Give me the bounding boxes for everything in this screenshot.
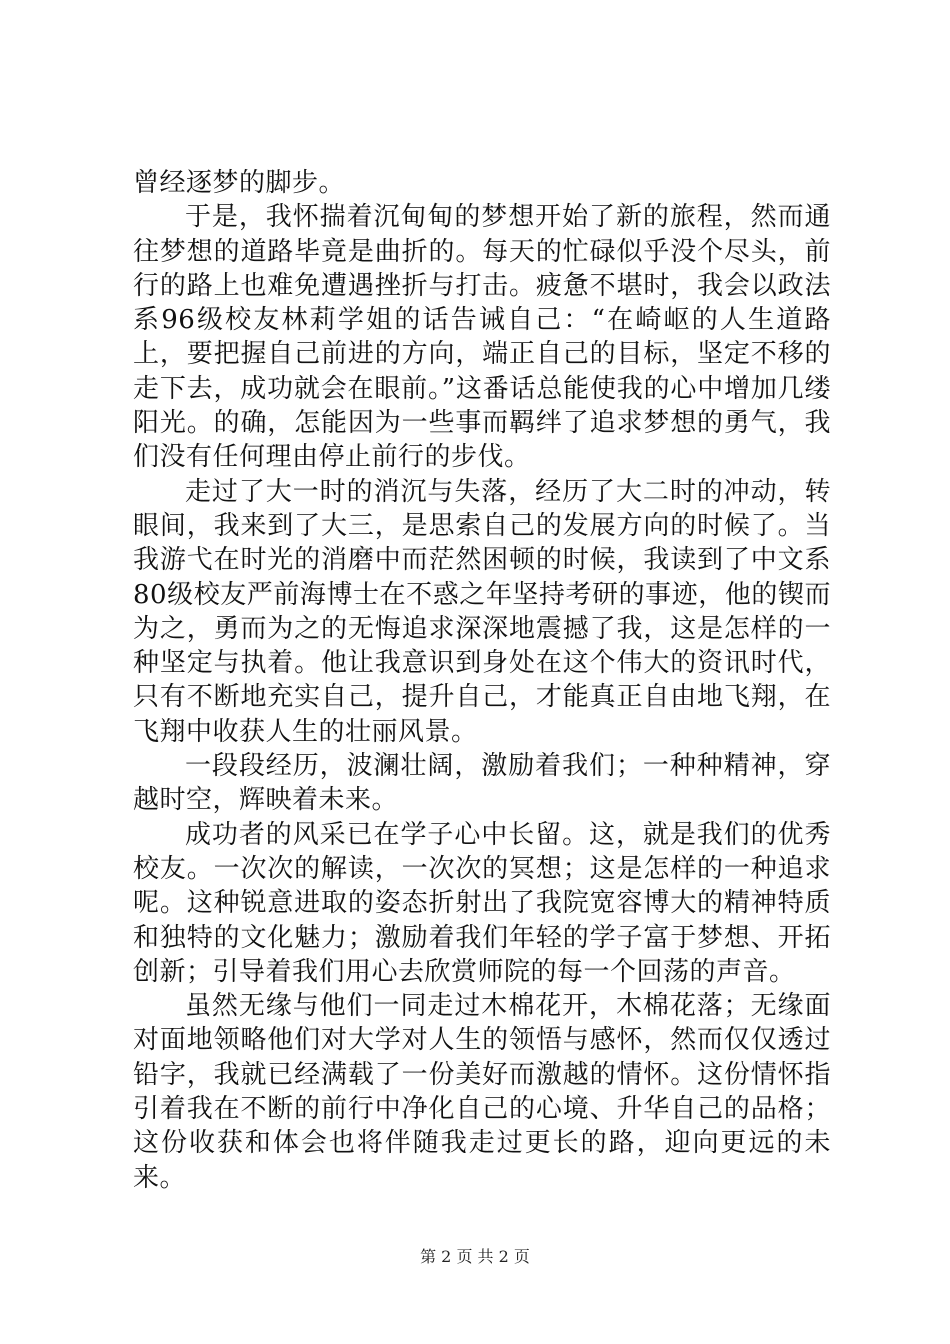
page-number-footer: 第 2 页 共 2 页 <box>420 1247 530 1266</box>
paragraph: 于是，我怀揣着沉甸甸的梦想开始了新的旅程，然而通往梦想的道路毕竟是曲折的。每天的忙碌似乎没个尽头，前行的路上也难免遭遇挫折与打击。疲惫不堪时，我会以政法系96级校友林莉学姐的话告诫自己：“在崎岖的人生道路上，要把握自己前进的方向，端正自己的目标，坚定不移的走下去，成功就会在眼前。”这番话总能使我的心中增加几缕阳光。的确，怎能因为一些事而羁绊了追求梦想的勇气，我们没有任何理由停止前行的步伐。 <box>133 202 831 473</box>
paragraph: 走过了大一时的消沉与失落，经历了大二时的冲动，转眼间，我来到了大三，是思索自己的发展方向的时候了。当我游弋在时光的消磨中而茫然困顿的时候，我读到了中文系80级校友严前海博士在不惑之年坚持考研的事迹，他的锲而为之，勇而为之的无悔追求深深地震撼了我，这是怎样的一种坚定与执着。他让我意识到身处在这个伟大的资讯时代，只有不断地充实自己，提升自己，才能真正自由地飞翔，在飞翔中收获人生的壮丽风景。 <box>133 476 831 747</box>
document-body <box>133 166 831 1195</box>
paragraph: 成功者的风采已在学子心中长留。这，就是我们的优秀校友。一次次的解读，一次次的冥想；这是怎样的一种追求呢。这种锐意进取的姿态折射出了我院宽容博大的精神特质和独特的文化魅力；激励着我们年轻的学子富于梦想、开拓创新；引导着我们用心去欣赏师院的每一个回荡的声音。 <box>133 819 831 987</box>
paragraph: 虽然无缘与他们一同走过木棉花开，木棉花落；无缘面对面地领略他们对大学对人生的领悟与感怀，然而仅仅透过铅字，我就已经满载了一份美好而激越的情怀。这份情怀指引着我在不断的前行中净化自己的心境、升华自己的品格；这份收获和体会也将伴随我走过更长的路，迎向更远的未来。 <box>133 991 831 1193</box>
paragraph-continuation: 曾经逐梦的脚步。 <box>133 168 346 198</box>
paragraph: 一段段经历，波澜壮阔，激励着我们；一种种精神，穿越时空，辉映着未来。 <box>133 751 831 816</box>
